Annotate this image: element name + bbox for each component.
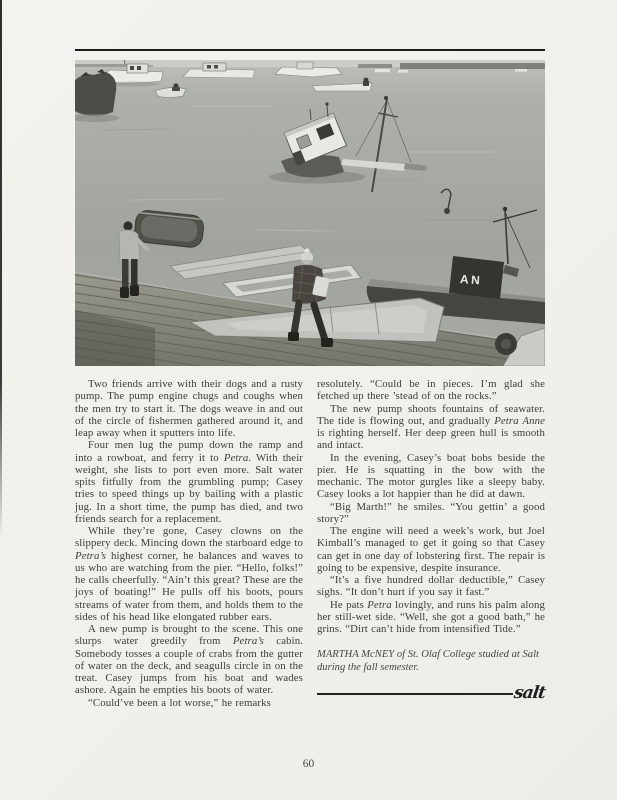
end-signature xyxy=(317,685,545,702)
article-paragraph: He pats Petra lovingly, and runs his palm along her still-wet side. “Well, she got a good bath,” he grins. “Dirt can’t hide from intensified Tide.” xyxy=(317,598,545,635)
distant-boat xyxy=(375,69,390,72)
distant-boat xyxy=(515,69,527,72)
article-paragraph: “It’s a five hundred dollar deductible,” Casey sighs. “It don’t hurt if you say it fast.” xyxy=(317,574,545,599)
article-paragraph: In the evening, Casey’s boat bobs beside the pier. He is squatting in the bow with the mechanic. The motor gurgles like a sleepy baby. Casey looks a lot happier than he did at dawn. xyxy=(317,451,545,501)
article-column-right xyxy=(317,378,545,709)
article-paragraph: Two friends arrive with their dogs and a rusty pump. The pump engine chugs and coughs when the men try to start it. The dogs weave in and out of the circle of fishermen gathered around it, and leap away when it sputters into life. xyxy=(75,378,303,439)
page-number: 60 xyxy=(302,758,315,770)
author-credit: MARTHA McNEY of St. Olaf College studied at Salt during the fall semester. xyxy=(317,649,539,674)
harbor-photo-illustration xyxy=(75,60,545,366)
article-paragraph: A new pump is brought to the scene. This one slurps water greedily from Petra’s cabin. Somebody tosses a couple of crabs from the gutter of water on the deck, and seagulls circle in on the treat. Casey jumps from his boat and wades ashore. Again he empties his boots of water. xyxy=(75,623,303,697)
article-paragraph: Four men lug the pump down the ramp and into a rowboat, and ferry it to Petra. With their weight, she lists to port even more. Salt water spits fitfully from the grumbling pump; Casey tries to speed things up by bailing with a plastic jug. In a short time, the pump has died, and two friends search for a replacement. xyxy=(75,439,303,525)
scan-edge-artifact xyxy=(0,0,2,540)
article-body xyxy=(75,378,545,709)
distant-boat xyxy=(398,70,408,73)
article-column-left xyxy=(75,378,303,709)
article-paragraph: resolutely. “Could be in pieces. I’m glad she fetched up there ’stead of on the rocks.” xyxy=(317,378,545,403)
harbor-photo xyxy=(75,60,545,366)
article-paragraph: “Could’ve been a lot worse,” he remarks xyxy=(88,696,271,709)
article-paragraph: “Big Marth!” he smiles. “You gettin’ a good story?” xyxy=(317,500,545,525)
dark-rowboat xyxy=(134,209,205,248)
article-paragraph: The engine will need a week’s work, but Joel Kimball’s managed to get it going so that Casey can get in one day of lobstering first. The repair is going to be expensive, despite insurance. xyxy=(317,525,545,574)
article-paragraph: The new pump shoots fountains of seawater. The tide is flowing out, and gradually Petra Anne is righting herself. Her deep green hull is smooth and intact. xyxy=(317,402,545,452)
salt-logo: salt xyxy=(512,683,547,704)
boat-marking-text: AN xyxy=(459,271,483,288)
photo-top-rule xyxy=(75,49,545,51)
article-paragraph: While they’re gone, Casey clowns on the slippery deck. Mincing down the starboard edge to Petra’s highest corner, he balances and waves to us who are watching from the pier. “Hello, folks!” he calls cheerfully. “Ain’t this great? These are the joys of boating!” He pulls off his boots, pours streams of water from them, and holds them to the sides of his head like elongated rubber ears. xyxy=(75,525,303,623)
end-rule xyxy=(317,693,513,695)
